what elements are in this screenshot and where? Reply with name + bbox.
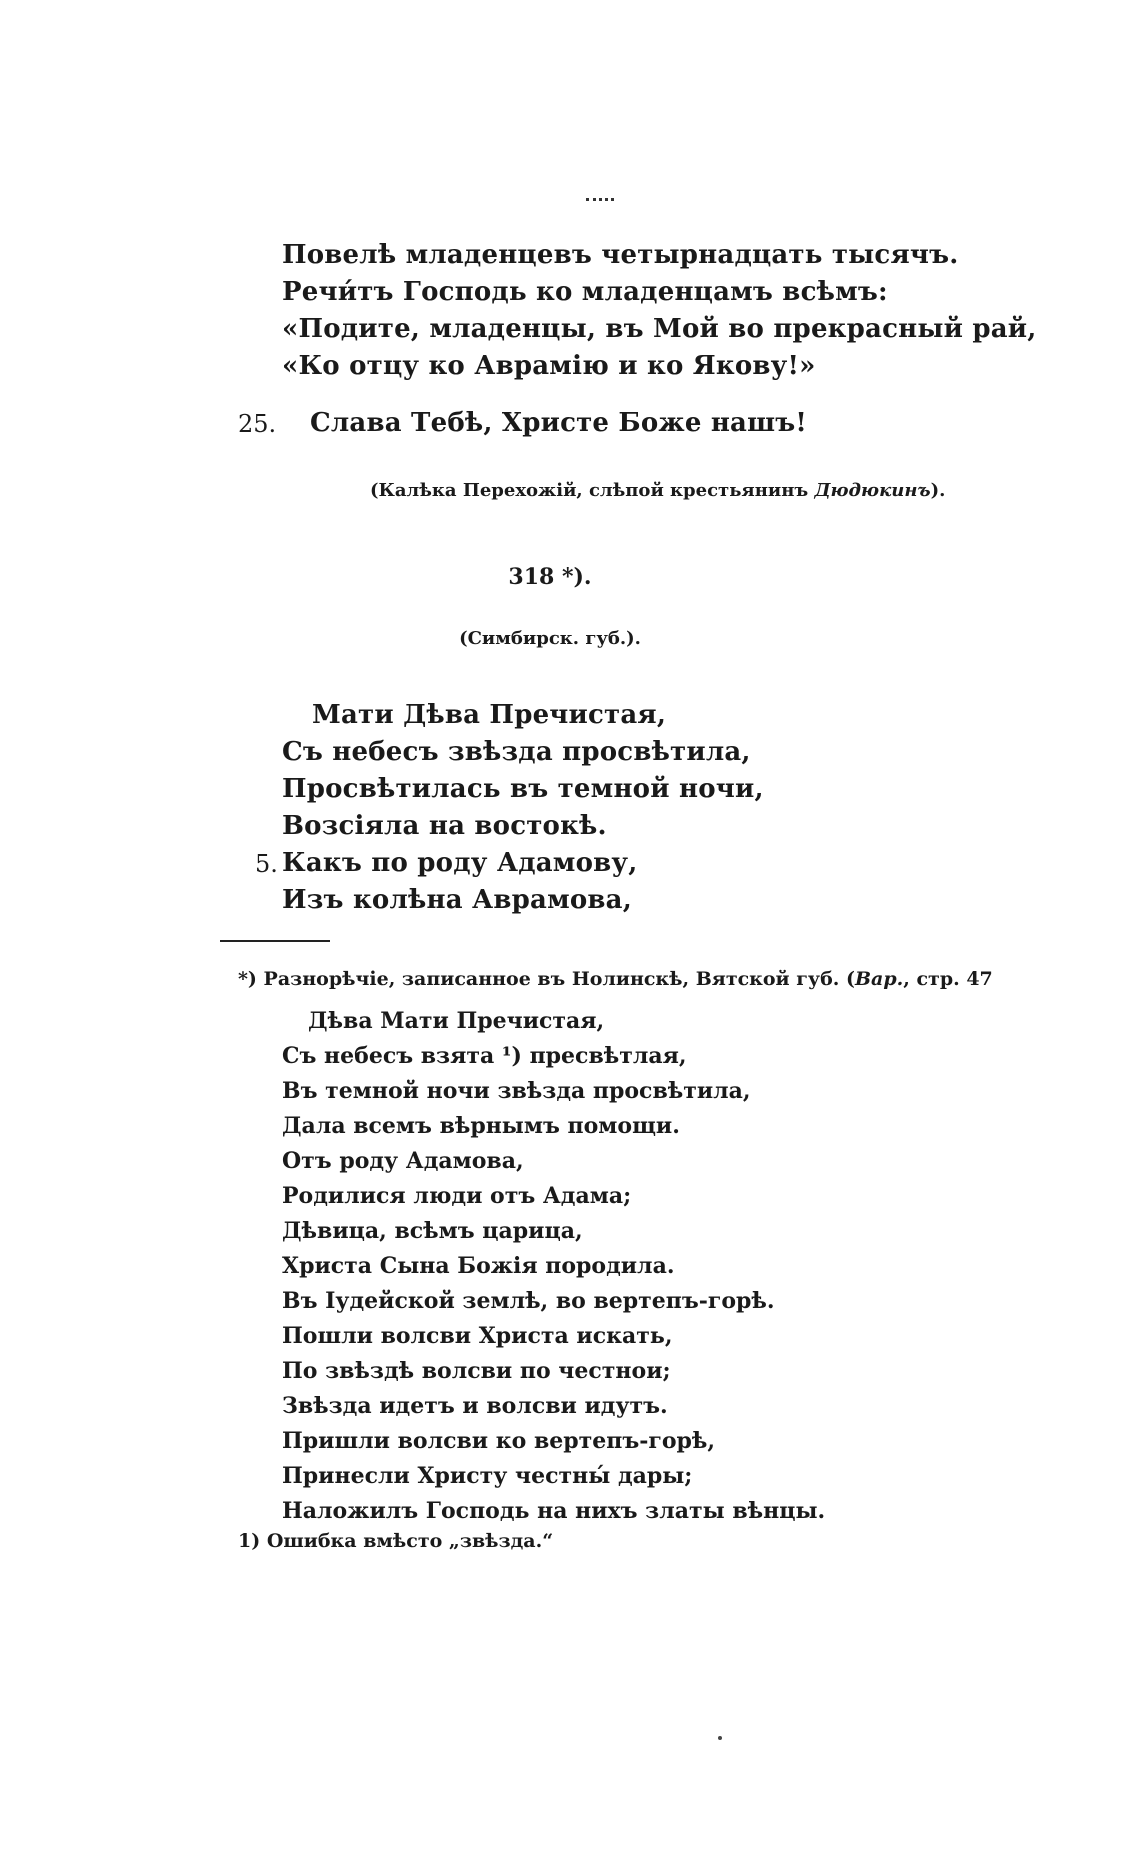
footnote-line: Въ темной ночи звѣзда просвѣтила, bbox=[282, 1078, 751, 1104]
footnote-header-start: *) Разнорѣчіе, записанное въ Нолинскѣ, Вятской губ. ( bbox=[238, 968, 855, 990]
footnote-note: 1) Ошибка вмѣсто „звѣзда.“ bbox=[238, 1530, 554, 1552]
song-line: Просвѣтилась въ темной ночи, bbox=[282, 774, 764, 804]
song-region: (Симбирск. губ.). bbox=[459, 628, 641, 649]
song-number: 318 *). bbox=[508, 564, 592, 590]
main-line: Слава Тебѣ, Христе Боже нашъ! bbox=[310, 408, 808, 438]
attribution bbox=[370, 480, 945, 501]
song-line: Съ небесъ звѣзда просвѣтила, bbox=[282, 737, 751, 767]
song-line: Мати Дѣва Пречистая, bbox=[312, 700, 667, 730]
main-line: «Подите, младенцы, въ Мой во прекрасный рай, bbox=[282, 314, 1037, 344]
footnote-header-ref: Вар. bbox=[854, 968, 904, 990]
song-line: Изъ колѣна Аврамова, bbox=[282, 885, 632, 915]
footnote-line: Дѣва Мати Пречистая, bbox=[308, 1008, 605, 1034]
footnote-line: Отъ роду Адамова, bbox=[282, 1148, 524, 1174]
footnote-line: Звѣзда идетъ и волсви идутъ. bbox=[282, 1393, 668, 1419]
footnote-line: Пришли волсви ко вертепъ-горѣ, bbox=[282, 1428, 716, 1454]
attribution-text: (Калѣка Перехожій, слѣпой крестьянинъ bbox=[370, 480, 815, 501]
footnote-line: Дала всемъ вѣрнымъ помощи. bbox=[282, 1113, 680, 1139]
footnote-line: Съ небесъ взята ¹) пресвѣтлая, bbox=[282, 1043, 687, 1069]
line-number: 5. bbox=[255, 850, 278, 878]
page-mark bbox=[586, 198, 614, 204]
footnote-line: Въ Іудейской землѣ, во вертепъ-горѣ. bbox=[282, 1288, 775, 1314]
main-line: Повелѣ младенцевъ четырнадцать тысячъ. bbox=[282, 240, 959, 270]
footnote-line: Наложилъ Господь на нихъ златы вѣнцы. bbox=[282, 1498, 826, 1524]
footnote-line: Дѣвица, всѣмъ царица, bbox=[282, 1218, 583, 1244]
attribution-close: ). bbox=[930, 480, 946, 501]
footnote-rule bbox=[220, 940, 330, 942]
footnote-line: Принесли Христу честны́ дары; bbox=[282, 1463, 693, 1489]
line-number: 25. bbox=[238, 410, 277, 438]
main-line: «Ко отцу ко Аврамію и ко Якову!» bbox=[282, 351, 816, 381]
footnote-line: По звѣздѣ волсви по честнои; bbox=[282, 1358, 671, 1384]
footnote-header bbox=[238, 968, 993, 990]
song-line: Возсіяла на востокѣ. bbox=[282, 811, 607, 841]
footnote-line: Родилися люди отъ Адама; bbox=[282, 1183, 632, 1209]
attribution-name: Дюдюкинъ bbox=[814, 480, 931, 501]
footnote-line: Христа Сына Божія породила. bbox=[282, 1253, 675, 1279]
footnote-line: Пошли волсви Христа искать, bbox=[282, 1323, 673, 1349]
speck bbox=[718, 1736, 722, 1740]
song-line: Какъ по роду Адамову, bbox=[282, 848, 638, 878]
main-line: Речи́тъ Господь ко младенцамъ всѣмъ: bbox=[282, 277, 888, 307]
footnote-header-end: , стр. 47 bbox=[903, 968, 993, 990]
